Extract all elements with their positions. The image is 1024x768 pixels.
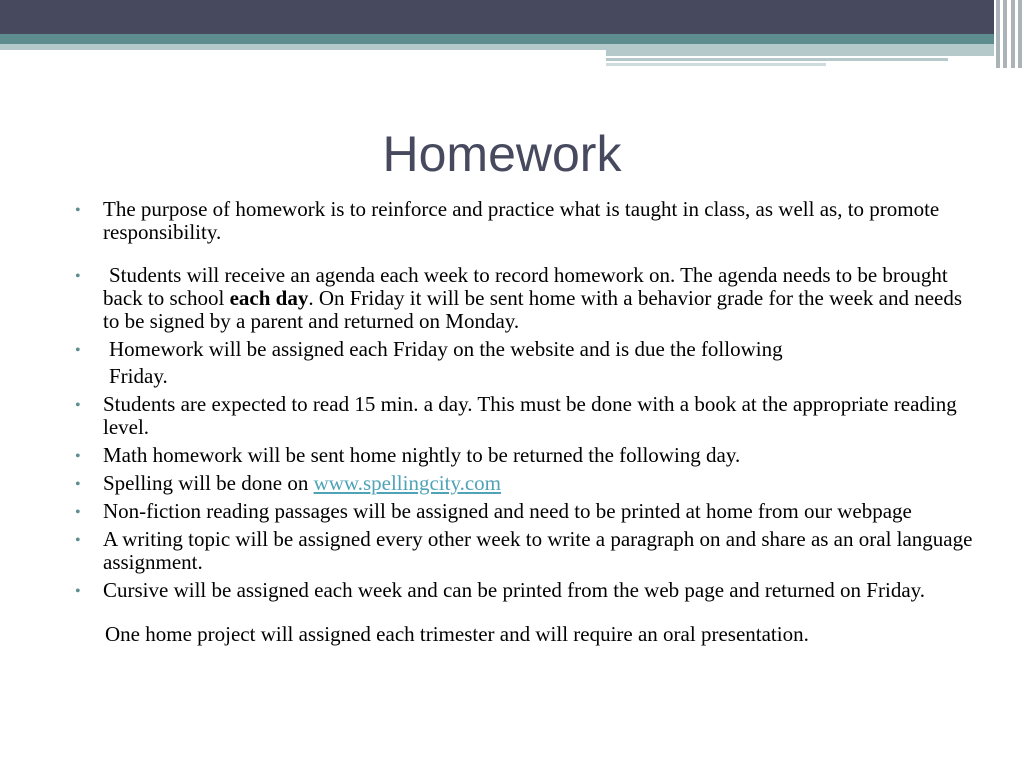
header-band-dark [0,0,1024,34]
list-item [75,528,975,574]
spellingcity-link[interactable]: www.spellingcity.com [313,471,501,495]
list-item [75,472,975,495]
bullet-icon: • [75,268,81,285]
bullet-text: . On Friday it will be sent home with a behavior grade for the week and needs to be signed by a parent and returned on Monday. [103,286,963,333]
header-band-light-right [606,44,1024,56]
bullet-text: Cursive will be assigned each week and can be printed from the web page and returned on Friday. [103,578,926,602]
header-accent-line-short [606,63,826,66]
bullet-text: The purpose of homework is to reinforce and practice what is taught in class, as well as, to promote responsibility. [103,197,940,244]
bullet-icon: • [75,342,81,359]
bullet-emphasis: each day [229,286,309,310]
list-item [75,393,975,439]
bullet-text: Students are expected to read 15 min. a day. This must be done with a book at the appropriate reading level. [103,392,957,439]
bullet-icon: • [75,532,81,549]
header-accent-line [606,58,948,61]
slide-title: Homework [382,126,622,182]
bullet-text: Spelling will be done on [103,471,314,495]
bullet-text-continued: Friday. [109,364,168,388]
header-band-teal [0,34,1024,44]
bullet-text: Non-fiction reading passages will be assigned and need to be printed at home from our webpage [103,499,912,523]
list-item [75,500,975,523]
bullet-text: Homework will be assigned each Friday on the website and is due the following [109,337,783,361]
list-item [75,338,975,388]
header-stripes [994,0,1024,68]
bullet-icon: • [75,583,81,600]
bullet-text: Students will receive an agenda each week to record homework on. The agenda needs to be brought back to school [103,263,948,310]
closing-paragraph: One home project will assigned each trimester and will require an oral presentation. [105,622,809,646]
header-band-light [0,44,606,50]
bullet-icon: • [75,476,81,493]
list-item [75,198,975,244]
bullet-icon: • [75,504,81,521]
list-item [75,579,975,602]
bullet-icon: • [75,397,81,414]
bullet-text: Math homework will be sent home nightly to be returned the following day. [103,443,741,467]
list-item [75,264,975,333]
bullet-icon: • [75,202,81,219]
bullet-list [75,198,975,646]
list-item [75,444,975,467]
bullet-text: A writing topic will be assigned every other week to write a paragraph on and share as an oral language assignment. [103,527,973,574]
bullet-icon: • [75,448,81,465]
